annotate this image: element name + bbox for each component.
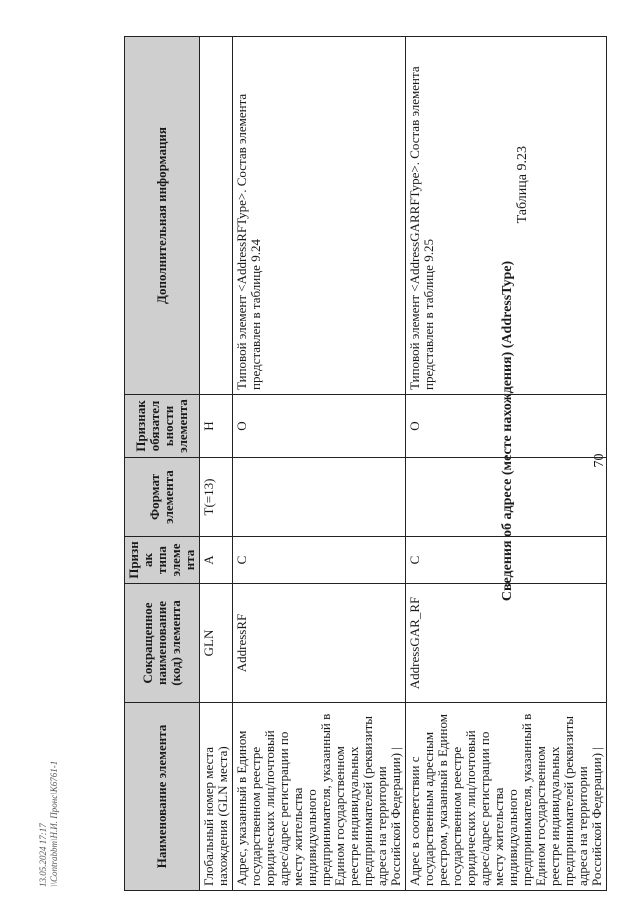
cell-required-flag: О	[233, 395, 406, 458]
cell-extra-info	[200, 37, 233, 395]
header-type-flag: Признак типа элемента	[125, 537, 200, 584]
cell-short-code: GLN	[200, 584, 233, 703]
address-type-table	[124, 36, 607, 891]
cell-required-flag: О	[406, 395, 607, 458]
header-format: Формат элемента	[125, 458, 200, 537]
header-extra-info: Дополнительная информация	[125, 37, 200, 395]
table-row	[406, 37, 607, 891]
cell-required-flag: Н	[200, 395, 233, 458]
cell-type-flag: С	[233, 537, 406, 584]
header-element-name: Наименование элемента	[125, 703, 200, 891]
footer-stamp-date: 13.05.2024 17:17	[38, 823, 48, 887]
header-required-flag: Признак обязательности элемента	[125, 395, 200, 458]
footer-stamp-path: \\Contrabbm\Н.И. Пронс\К6761-1	[49, 760, 59, 887]
table-row	[200, 37, 233, 891]
cell-extra-info: Типовой элемент <AddressGARRFType>. Состав элемента представлен в таблице 9.25	[406, 37, 607, 395]
header-short-code: Сокращенное наименование (код) элемента	[125, 584, 200, 703]
cell-extra-info: Типовой элемент <AddressRFType>. Состав элемента представлен в таблице 9.24	[233, 37, 406, 395]
table-row	[233, 37, 406, 891]
cell-format	[233, 458, 406, 537]
cell-element-name: Глобальный номер места нахождения (GLN места)	[200, 703, 233, 891]
table-title: Сведения об адресе (месте нахождения) (AddressType)	[500, 260, 515, 602]
cell-short-code: AddressRF	[233, 584, 406, 703]
cell-format	[406, 458, 607, 537]
page-number: 70	[592, 453, 607, 468]
table-header-row	[125, 37, 200, 891]
cell-short-code: AddressGAR_RF	[406, 584, 607, 703]
cell-format: T(=13)	[200, 458, 233, 537]
cell-element-name: Адрес, указанный в Едином государственном реестре юридических лиц/почтовый адрес/адрес регистрации по месту жительства индивидуального предпринимателя, указанный в Едином государственном реестре индивидуальных предпринимателей (реквизиты адреса на территории Российской Федерации) |	[233, 703, 406, 891]
cell-element-name: Адрес в соответствии с государственным адресным реестром, указанный в Едином государственном реестре юридических лиц/почтовый адрес/адрес регистрации по месту жительства индивидуального предпринимателя, указанный в Едином государственном реестре индивидуальных предпринимателей (реквизиты адреса на территории Российской Федерации) |	[406, 703, 607, 891]
table-label: Таблица 9.23	[515, 146, 530, 224]
cell-type-flag: С	[406, 537, 607, 584]
footer-stamp	[38, 761, 60, 887]
cell-type-flag: А	[200, 537, 233, 584]
